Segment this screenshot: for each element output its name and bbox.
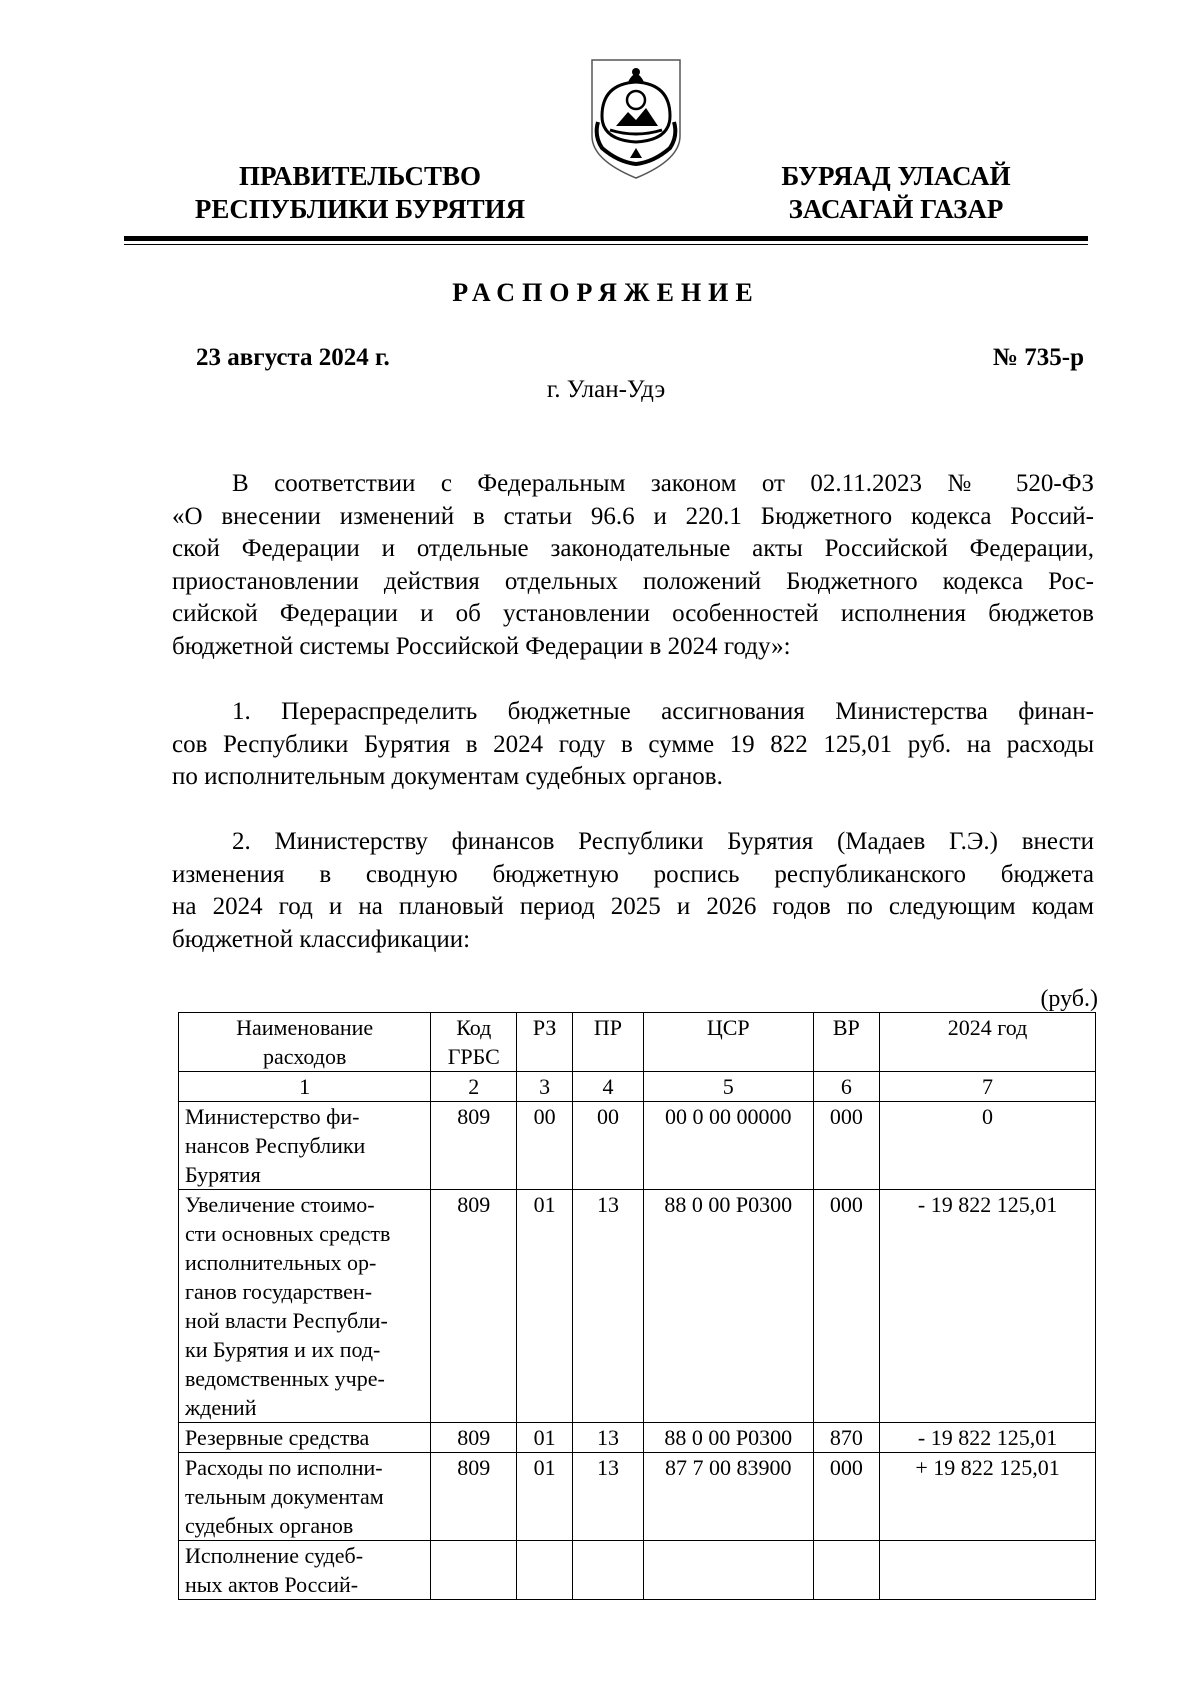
table-row (179, 1190, 1096, 1423)
rz-cell: 01 (517, 1190, 573, 1423)
csr-cell: 00 0 00 00000 (643, 1102, 813, 1190)
document-city: г. Улан-Удэ (546, 376, 666, 403)
column-number: 3 (517, 1072, 573, 1102)
government-name-russian (160, 160, 560, 226)
preamble-line: ской Федерации и отдельные законодательные акты Российской Федерации, (172, 535, 1094, 562)
pr-cell: 00 (573, 1102, 644, 1190)
table-row (179, 1102, 1096, 1190)
vr-cell (813, 1541, 880, 1600)
vr-cell: 000 (813, 1190, 880, 1423)
amount-cell: + 19 822 125,01 (880, 1453, 1096, 1541)
vr-cell: 870 (813, 1423, 880, 1453)
pr-cell: 13 (573, 1190, 644, 1423)
csr-cell: 87 7 00 83900 (643, 1453, 813, 1541)
csr-cell (643, 1541, 813, 1600)
item-2-line: бюджетной классификации: (172, 925, 471, 953)
table-unit-label: (руб.) (1040, 986, 1098, 1012)
amount-cell: - 19 822 125,01 (880, 1190, 1096, 1423)
item-2-line: 2. Министерству финансов Республики Бурятия (Мадаев Г.Э.) внести (232, 828, 1094, 855)
preamble-line: В соответствии с Федеральным законом от 02.11.2023 № 520-ФЗ (232, 470, 1094, 497)
grbs-cell: 809 (431, 1190, 517, 1423)
preamble-line: сийской Федерации и об установлении особенностей исполнения бюджетов (172, 600, 1094, 627)
column-number: 2 (431, 1072, 517, 1102)
header-grbs: Код ГРБС (431, 1013, 517, 1072)
preamble-line: приостановлении действия отдельных положений Бюджетного кодекса Рос- (172, 567, 1094, 595)
header-name: Наименование расходов (179, 1013, 431, 1072)
column-number-row (179, 1072, 1096, 1102)
expense-name: Исполнение судеб- ных актов Россий- (179, 1541, 431, 1600)
header-vr: ВР (813, 1013, 880, 1072)
header-left-line-1: ПРАВИТЕЛЬСТВО (238, 161, 482, 191)
item-1-line: по исполнительным документам судебных органов. (172, 763, 723, 790)
header-left-line-2: РЕСПУБЛИКИ БУРЯТИЯ (194, 194, 526, 224)
buryatia-coat-of-arms-icon (588, 56, 684, 182)
rz-cell: 01 (517, 1423, 573, 1453)
pr-cell: 13 (573, 1453, 644, 1541)
rz-cell: 00 (517, 1102, 573, 1190)
item-1-paragraph (172, 696, 1094, 794)
preamble-line: «О внесении изменений в статьи 96.6 и 220.1 Бюджетного кодекса Россий- (172, 502, 1094, 530)
document-number: № 735-р (992, 344, 1084, 371)
amount-cell (880, 1541, 1096, 1600)
column-number: 6 (813, 1072, 880, 1102)
table-row (179, 1541, 1096, 1600)
table-header-row (179, 1013, 1096, 1072)
csr-cell: 88 0 00 P0300 (643, 1423, 813, 1453)
amount-cell: - 19 822 125,01 (880, 1423, 1096, 1453)
rz-cell: 01 (517, 1453, 573, 1541)
item-2-line: на 2024 год и на плановый период 2025 и 2026 годов по следующим кодам (172, 893, 1094, 920)
grbs-cell: 809 (431, 1453, 517, 1541)
table-row (179, 1453, 1096, 1541)
item-2-paragraph (172, 826, 1094, 956)
expense-name: Министерство фи- нансов Республики Бурятия (179, 1102, 431, 1190)
vr-cell: 000 (813, 1453, 880, 1541)
grbs-cell (431, 1541, 517, 1600)
header-pr: ПР (573, 1013, 644, 1072)
item-2-line: изменения в сводную бюджетную роспись республиканского бюджета (172, 860, 1094, 888)
grbs-cell: 809 (431, 1423, 517, 1453)
grbs-cell: 809 (431, 1102, 517, 1190)
column-number: 7 (880, 1072, 1096, 1102)
column-number: 5 (643, 1072, 813, 1102)
amount-cell: 0 (880, 1102, 1096, 1190)
column-number: 1 (179, 1072, 431, 1102)
document-title: РАСПОРЯЖЕНИЕ (452, 278, 760, 307)
preamble-line: бюджетной системы Российской Федерации в 2024 году»: (172, 632, 791, 660)
pr-cell: 13 (573, 1423, 644, 1453)
header-year: 2024 год (880, 1013, 1096, 1072)
table-row (179, 1423, 1096, 1453)
header-right-line-1: БУРЯАД УЛАСАЙ (781, 161, 1011, 191)
header-divider-thin (124, 244, 1088, 245)
vr-cell: 000 (813, 1102, 880, 1190)
item-1-line: сов Республики Бурятия в 2024 году в сумме 19 822 125,01 руб. на расходы (172, 730, 1094, 758)
column-number: 4 (573, 1072, 644, 1102)
item-1-line: 1. Перераспределить бюджетные ассигнования Министерства финан- (232, 698, 1094, 725)
rz-cell (517, 1541, 573, 1600)
header-csr: ЦСР (643, 1013, 813, 1072)
government-name-buryat (736, 160, 1056, 226)
expense-name: Расходы по исполни- тельным документам судебных органов (179, 1453, 431, 1541)
preamble-paragraph (172, 468, 1094, 663)
header-right-line-2: ЗАСАГАЙ ГАЗАР (788, 194, 1004, 224)
header-rz: РЗ (517, 1013, 573, 1072)
budget-table (178, 1012, 1096, 1600)
csr-cell: 88 0 00 P0300 (643, 1190, 813, 1423)
expense-name: Резервные средства (179, 1423, 431, 1453)
header-divider-thick (124, 236, 1088, 241)
pr-cell (573, 1541, 644, 1600)
expense-name: Увеличение стоимо- сти основных средств исполнительных ор- ганов государствен- ной власти Республи- ки Бурятия и их под- ведомственных учре- ждений (179, 1190, 431, 1423)
document-date: 23 августа 2024 г. (196, 344, 390, 371)
